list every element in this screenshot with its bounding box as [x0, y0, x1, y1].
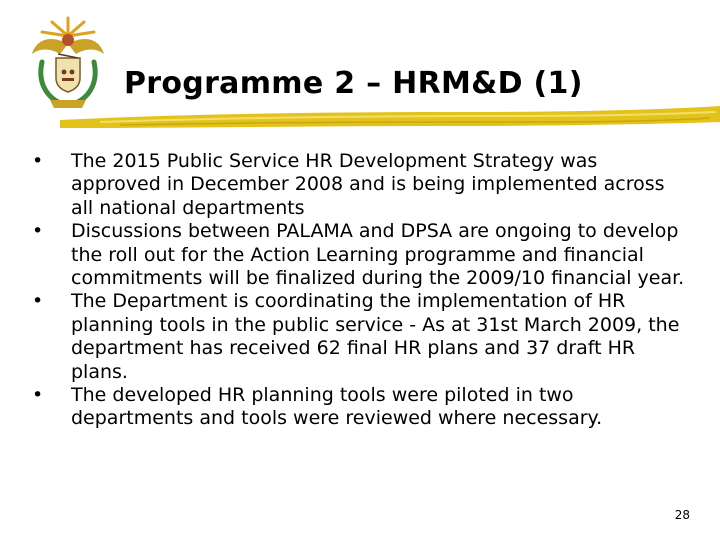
list-item — [30, 290, 690, 384]
bullet-marker: • — [32, 290, 44, 313]
list-item — [30, 220, 690, 290]
list-item — [30, 150, 690, 220]
slide-title: Programme 2 – HRM&D (1) — [124, 66, 583, 101]
title-underline-brushstroke — [60, 98, 720, 134]
bullet-marker: • — [32, 220, 44, 243]
bullet-marker: • — [32, 384, 44, 407]
bullet-text: The developed HR planning tools were piloted in two departments and tools were reviewed where necessary. — [71, 384, 603, 430]
list-item — [30, 384, 690, 431]
bullet-text: The Department is coordinating the implementation of HR planning tools in the public service - As at 31st March 2009, the department has received 62 final HR plans and 37 draft HR plans. — [71, 290, 680, 383]
bullet-text: Discussions between PALAMA and DPSA are ongoing to develop the roll out for the Action Learning programme and financial commitments will be finalized during the 2009/10 financial year. — [71, 220, 685, 290]
bullet-text: The 2015 Public Service HR Development Strategy was approved in December 2008 and is being implemented across all national departments — [71, 150, 665, 219]
bullet-marker: • — [32, 150, 44, 172]
bullet-list — [30, 150, 690, 431]
page-number: 28 — [674, 508, 690, 522]
